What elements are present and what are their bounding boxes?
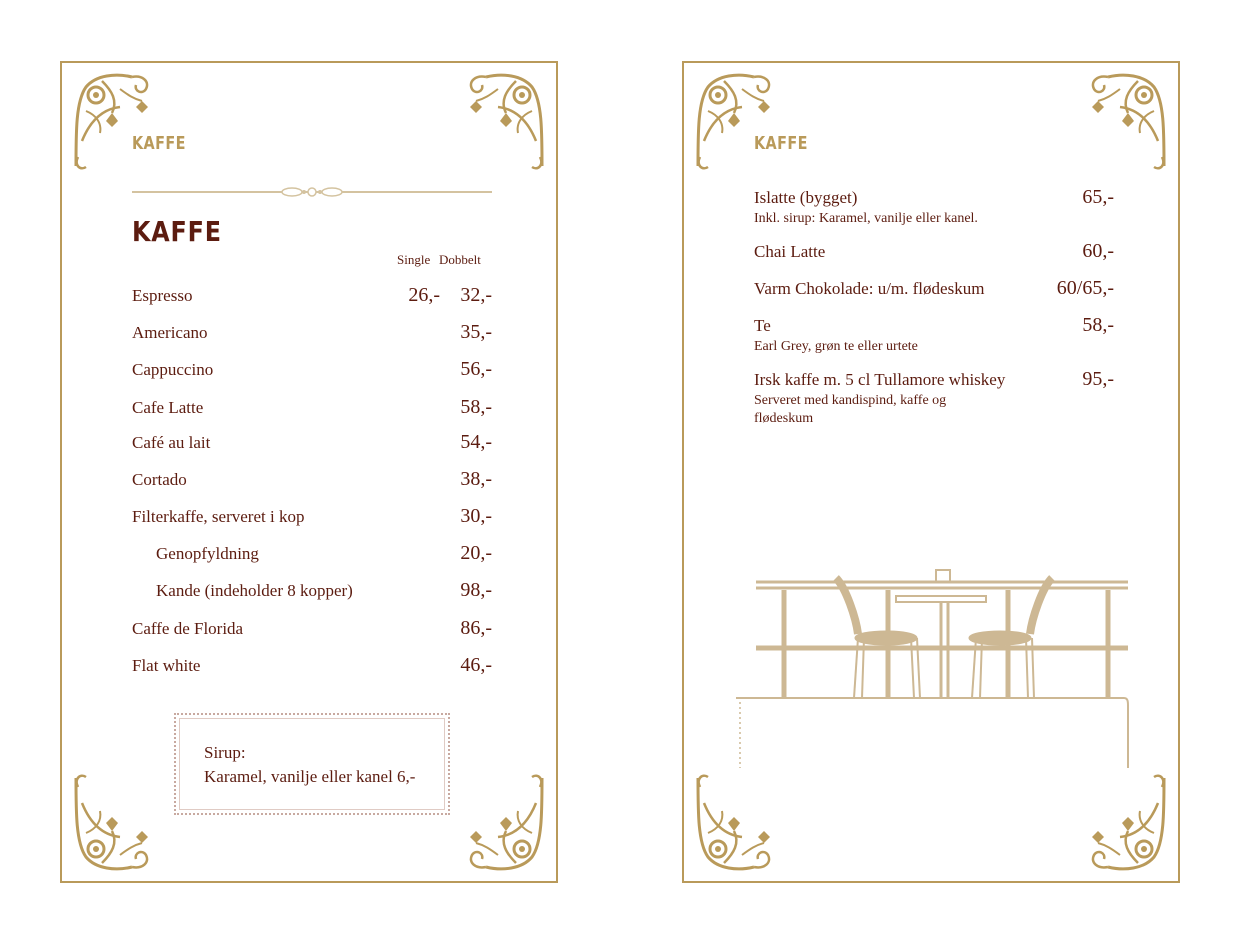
sirup-text: Karamel, vanilje eller kanel 6,- [204, 767, 416, 786]
menu-item-price: 56,- [460, 358, 492, 380]
ornament-corner-icon [1078, 71, 1168, 171]
menu-item-price: 30,- [460, 505, 492, 527]
section-small-heading: KAFFE [754, 133, 808, 154]
ornamental-divider-icon [132, 185, 492, 199]
menu-item-name: Café au lait [132, 433, 211, 452]
menu-item-name: Chai Latte [754, 242, 826, 261]
menu-item-price: 54,- [460, 431, 492, 453]
menu-item [132, 656, 492, 680]
menu-item-price-single: 26,- [408, 284, 440, 306]
menu-item [132, 286, 492, 310]
menu-page-right [682, 61, 1180, 883]
ornament-corner-icon [72, 71, 162, 171]
section-small-heading: KAFFE [132, 133, 186, 154]
menu-item-name: Cafe Latte [132, 398, 204, 417]
menu-item-name: Caffe de Florida [132, 619, 244, 638]
menu-item-price: 60,- [1082, 240, 1114, 262]
menu-item-description: Inkl. sirup: Karamel, vanilje eller kanel. [754, 211, 978, 226]
menu-item-name: Espresso [132, 286, 193, 305]
ornament-corner-icon [456, 773, 546, 873]
menu-item-name: Varm Chokolade: u/m. flødeskum [754, 279, 985, 298]
menu-item-price: 86,- [460, 617, 492, 639]
menu-item-name: Flat white [132, 656, 201, 675]
sirup-note-box [174, 713, 450, 815]
menu-item [132, 433, 492, 457]
menu-item [132, 470, 492, 494]
menu-item-price: 98,- [460, 579, 492, 601]
menu-item-price: 60/65,- [1056, 277, 1114, 299]
menu-item [132, 619, 492, 643]
menu-item-description: Earl Grey, grøn te eller urtete [754, 339, 918, 354]
menu-item-price: 58,- [460, 396, 492, 418]
ornament-corner-icon [72, 773, 162, 873]
menu-item [132, 360, 492, 384]
ornament-corner-icon [1078, 773, 1168, 873]
menu-item-description: Serveret med kandispind, kaffe og flødeskum [754, 393, 947, 426]
menu-item-price: 65,- [1082, 186, 1114, 208]
menu-item-name: Genopfyldning [156, 544, 259, 563]
menu-item-price: 20,- [460, 542, 492, 564]
menu-item [132, 507, 492, 531]
menu-item-name: Te [754, 316, 771, 335]
menu-item [132, 581, 492, 605]
menu-item-price-double: 32,- [460, 284, 492, 306]
menu-item-price: 38,- [460, 468, 492, 490]
menu-item-price: 35,- [460, 321, 492, 343]
menu-item-price: 46,- [460, 654, 492, 676]
sirup-title: Sirup: [204, 743, 246, 762]
menu-item-name: Filterkaffe, serveret i kop [132, 507, 305, 526]
menu-item-name: Americano [132, 323, 208, 342]
ornament-corner-icon [694, 71, 784, 171]
menu-item-name: Cappuccino [132, 360, 214, 379]
column-header-double: Dobbelt [439, 252, 481, 267]
menu-page-left [60, 61, 558, 883]
page-title: KAFFE [132, 215, 222, 248]
menu-item [132, 398, 492, 422]
menu-item-name: Islatte (bygget) [754, 188, 858, 207]
menu-item [132, 323, 492, 347]
cafe-table-chairs-illustration [736, 568, 1136, 778]
menu-item-name: Irsk kaffe m. 5 cl Tullamore whiskey [754, 370, 1006, 389]
menu-item-price: 95,- [1082, 368, 1114, 390]
ornament-corner-icon [456, 71, 546, 171]
column-header-single: Single [397, 252, 431, 267]
menu-item-name: Cortado [132, 470, 187, 489]
menu-item [132, 544, 492, 568]
menu-item-price: 58,- [1082, 314, 1114, 336]
menu-item-name: Kande (indeholder 8 kopper) [156, 581, 353, 600]
ornament-corner-icon [694, 773, 784, 873]
